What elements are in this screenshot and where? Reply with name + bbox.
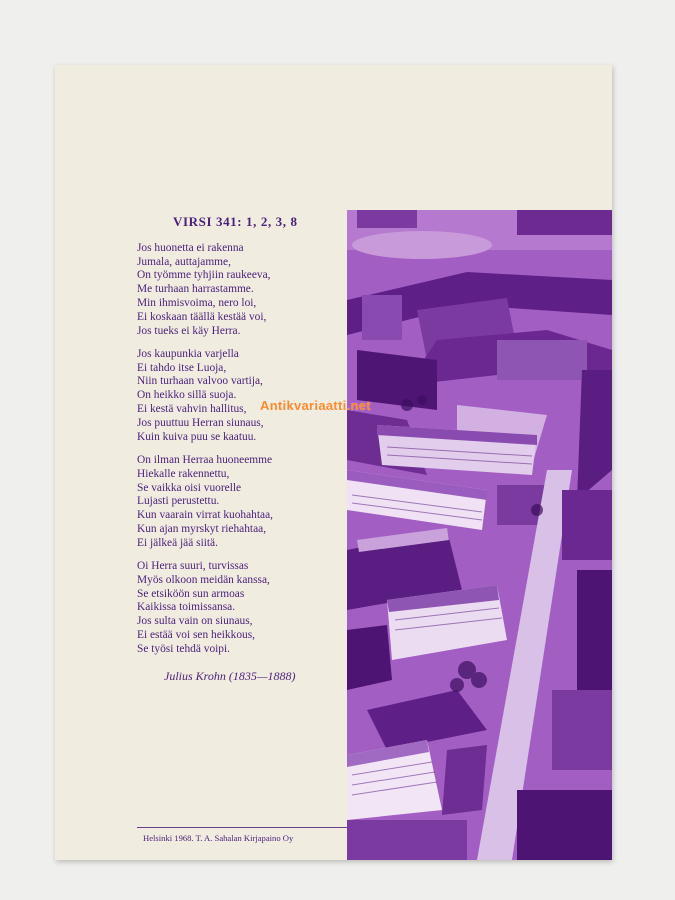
verse-line: On heikko sillä suoja. <box>137 389 237 402</box>
verse-line: Kun ajan myrskyt riehahtaa, <box>137 522 267 535</box>
printer-imprint: Helsinki 1968. T. A. Sahalan Kirjapaino Oy <box>143 833 294 843</box>
verse-line: Ei estää voi sen heikkous, <box>137 629 255 642</box>
verse-line: On ilman Herraa huoneemme <box>137 453 273 466</box>
stanza-4 <box>137 560 342 657</box>
verse-line: Jos tueks ei käy Herra. <box>137 324 241 337</box>
verse-line: Min ihmisvoima, nero loi, <box>137 296 257 309</box>
back-cover-page <box>55 65 612 860</box>
verse-line: Myös olkoon meidän kanssa, <box>137 573 270 586</box>
hymn-block <box>137 215 342 683</box>
watermark-text: Antikvariaatti.net <box>260 398 371 413</box>
verse-line: Kun vaarain virrat kuohahtaa, <box>137 509 273 522</box>
verse-line: Jos sulta vain on siunaus, <box>137 615 253 628</box>
verse-line: Se työsi tehdä voipi. <box>137 642 231 655</box>
stanza-2 <box>137 348 342 445</box>
aerial-city-photo <box>347 210 612 860</box>
verse-line: Jumala, auttajamme, <box>137 255 231 268</box>
verse-line: Jos kaupunkia varjella <box>137 347 239 360</box>
hymn-title: VIRSI 341: 1, 2, 3, 8 <box>173 214 298 229</box>
hymn-author: Julius Krohn (1835—1888) <box>164 668 296 683</box>
footer-divider <box>137 827 349 828</box>
verse-line: Me turhaan harrastamme. <box>137 283 254 296</box>
stanza-1 <box>137 242 342 339</box>
verse-line: Oi Herra suuri, turvissas <box>137 560 249 573</box>
verse-line: Jos huonetta ei rakenna <box>137 241 244 254</box>
verse-line: Ei kestä vahvin hallitus, <box>137 403 247 416</box>
verse-line: Se etsiköön sun armoas <box>137 587 245 600</box>
verse-line: Hiekalle rakennettu, <box>137 467 230 480</box>
verse-line: Se vaikka oisi vuorelle <box>137 481 242 494</box>
verse-line: Ei jälkeä jää siitä. <box>137 536 218 549</box>
verse-line: Jos puuttuu Herran siunaus, <box>137 416 264 429</box>
verse-line: Ei koskaan täällä kestää voi, <box>137 310 267 323</box>
verse-line: Niin turhaan valvoo vartija, <box>137 375 263 388</box>
verse-line: Lujasti perustettu. <box>137 495 220 508</box>
verse-line: Kuin kuiva puu se kaatuu. <box>137 430 257 443</box>
verse-line: Ei tahdo itse Luoja, <box>137 361 227 374</box>
verse-line: Kaikissa toimissansa. <box>137 601 236 614</box>
verse-line: On työmme tyhjiin raukeeva, <box>137 269 271 282</box>
stanza-3 <box>137 454 342 551</box>
